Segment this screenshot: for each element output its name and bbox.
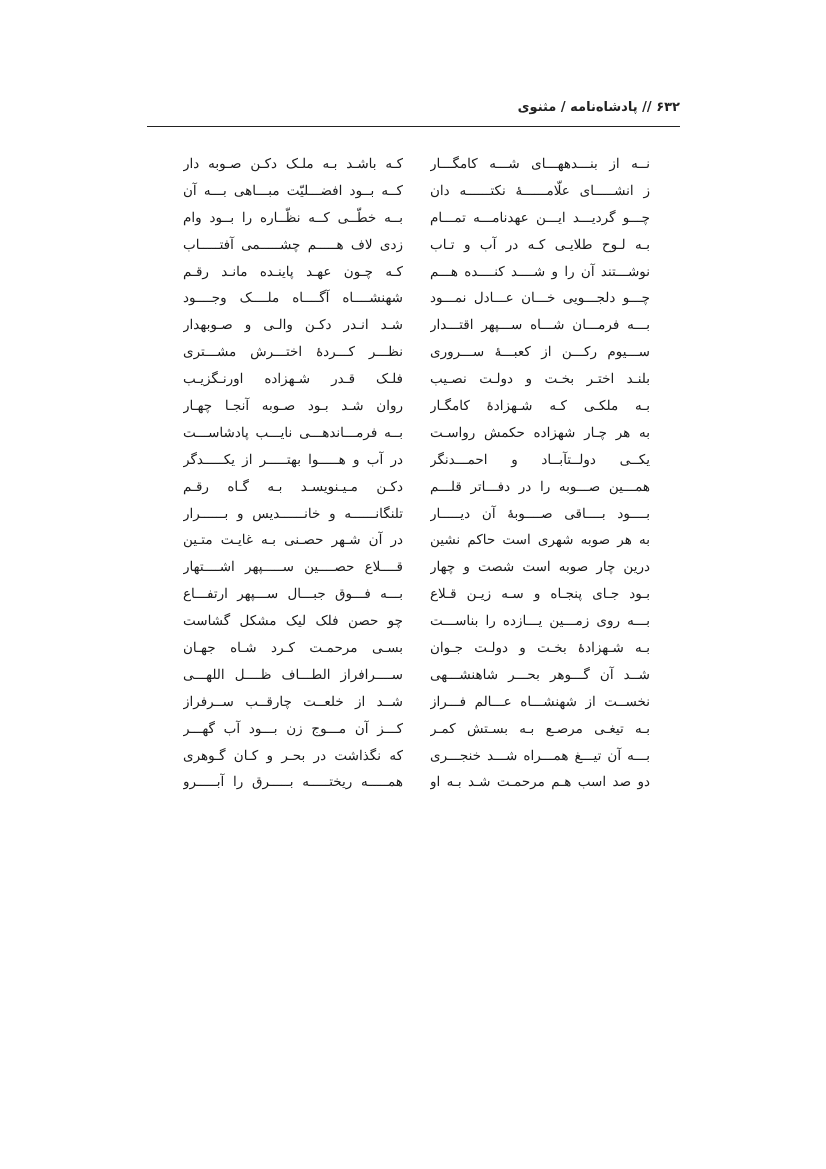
verse-hemistich: بـود جـای پنجـاه و سـه زیـن قـلاع [430, 586, 650, 603]
verse-hemistich: بـــه آن تیـــغ همـــراه شـــد خنجـــری [430, 747, 650, 764]
verse-hemistich: یکــی دولــتآبــاد و احمـــدنگر [430, 451, 650, 468]
verse-hemistich: شهنشــــاه آگــــاه ملــــک وجــــود [183, 290, 403, 307]
verse-hemistich: قــــلاع حصــــین ســـــپهر اشــــتهار [183, 559, 403, 576]
verse-hemistich: بـه لـوح طلایـی کـه در آب و تـاب [430, 236, 650, 253]
verse-column-left [183, 151, 403, 796]
verse-hemistich: زدی لاف هـــــم چشـــــمی آفتـــــاب [183, 236, 403, 253]
verse-hemistich: به هر صوبه شهری است حاکم نشین [430, 532, 650, 549]
verse-hemistich: تلنگانــــــه و خانــــــدیس و بــــــرار [183, 505, 403, 522]
verse-hemistich: بــــود بــــاقی صــــوبۀ آن دیـــــار [430, 505, 650, 522]
verse-hemistich: فلـک قـدر شـهزاده اورنـگزیـب [183, 371, 403, 388]
verse-hemistich: دو صد اسب هـم مرحمـت شـد بـه او [430, 774, 650, 791]
page-number: ۶۳۲ [656, 100, 680, 115]
verse-hemistich: بـــه فرمـــان شـــاه ســـپهر اقتـــدار [430, 317, 650, 334]
verse-hemistich: نوشـــتند آن را و شــــد کنــــده هـــم [430, 263, 650, 280]
verse-hemistich: بسـی مرحمـت کـرد شـاه جهـان [183, 640, 403, 657]
verse-hemistich: نظـــر کـــردۀ اختـــرش مشـــتری [183, 344, 403, 361]
verse-hemistich: بــه فرمـــاندهـــی نایـــب پادشاســـت [183, 424, 403, 441]
verse-hemistich: شــد آن گـــوهر بحـــر شاهنشـــهی [430, 666, 650, 683]
verse-column-right [430, 151, 650, 796]
verse-hemistich: بـه ملکـی کـه شـهزادۀ کامگـار [430, 398, 650, 415]
verse-hemistich: ز انشـــــای علّامــــــۀ نکتــــــه دان [430, 182, 650, 199]
verse-hemistich: درین چار صوبه است شصت و چهار [430, 559, 650, 576]
verse-hemistich: نــه از بنـــدههـــای شـــه کامگـــار [430, 156, 650, 172]
verse-hemistich: شـد انـدر دکـن والـی و صـوبهدار [183, 317, 403, 334]
verse-hemistich: بلنـد اختـر بخـت و دولـت نصـیب [430, 371, 650, 388]
verse-hemistich: کــه بــود افضـــلیّت مبـــاهی بـــه آن [183, 182, 403, 199]
verse-hemistich: چـــو گردیـــد ایـــن عهدنامـــه تمـــام [430, 209, 650, 226]
header-rule [147, 126, 680, 127]
verse-hemistich: بـه تیغـی مرصـع بـه بسـتش کمـر [430, 720, 650, 737]
verse-hemistich: همـــــه ریختـــــه بـــــرق را آبـــــرو [183, 774, 403, 791]
verse-hemistich: بـــه روی زمـــین یـــازده را بناســـت [430, 613, 650, 630]
verse-hemistich: کـه چـون عهـد پاینـده مانـد رقـم [183, 263, 403, 280]
verse-hemistich: کـــز آن مـــوج زن بـــود آب گهـــر [183, 720, 403, 737]
header-separator: // [637, 100, 657, 115]
verse-hemistich: به هر چـار شهزاده حکمش رواسـت [430, 424, 650, 441]
verse-hemistich: که نگذاشت در بحـر و کـان گـوهری [183, 747, 403, 764]
verse-hemistich: دکـن مـیـنویسـد بـه گـاه رقـم [183, 478, 403, 495]
verse-hemistich: ســـیوم رکـــن از کعبـــۀ ســـروری [430, 344, 650, 361]
verse-hemistich: بـــه فـــوق جبـــال ســـپهر ارتفـــاع [183, 586, 403, 603]
verse-hemistich: روان شـد بـود صـوبه آنجـا چهـار [183, 398, 403, 415]
verse-hemistich: در آب و هـــــوا بهتـــــر از یکـــــدگر [183, 451, 403, 468]
verse-hemistich: بـه شـهزادۀ بخـت و دولـت جـوان [430, 640, 650, 657]
verse-hemistich: شــد از خلعــت چارقــب ســرفراز [183, 693, 403, 710]
verse-hemistich: ســــرافراز الطـــاف ظــــل اللهـــی [183, 666, 403, 683]
verse-hemistich: چـــو دلجـــویی خـــان عـــادل نمـــود [430, 290, 650, 307]
book-title: پادشاه‌نامه / مثنوی [517, 100, 638, 115]
verse-hemistich: کـه باشـد بـه ملـک دکـن صـوبه دار [183, 156, 403, 172]
verse-hemistich: نخســت از شهنشـــاه عـــالم فـــراز [430, 693, 650, 710]
running-header [147, 100, 680, 122]
verse-hemistich: چو حصن فلک لیک مشکل گشاست [183, 613, 403, 630]
verse-hemistich: در آن شـهر حصـنی بـه غایـت متـین [183, 532, 403, 549]
verse-hemistich: همـــین صـــوبه را در دفـــاتر قلـــم [430, 478, 650, 495]
verse-hemistich: بــه خطّــی کــه نظّــاره را بــود وام [183, 209, 403, 226]
